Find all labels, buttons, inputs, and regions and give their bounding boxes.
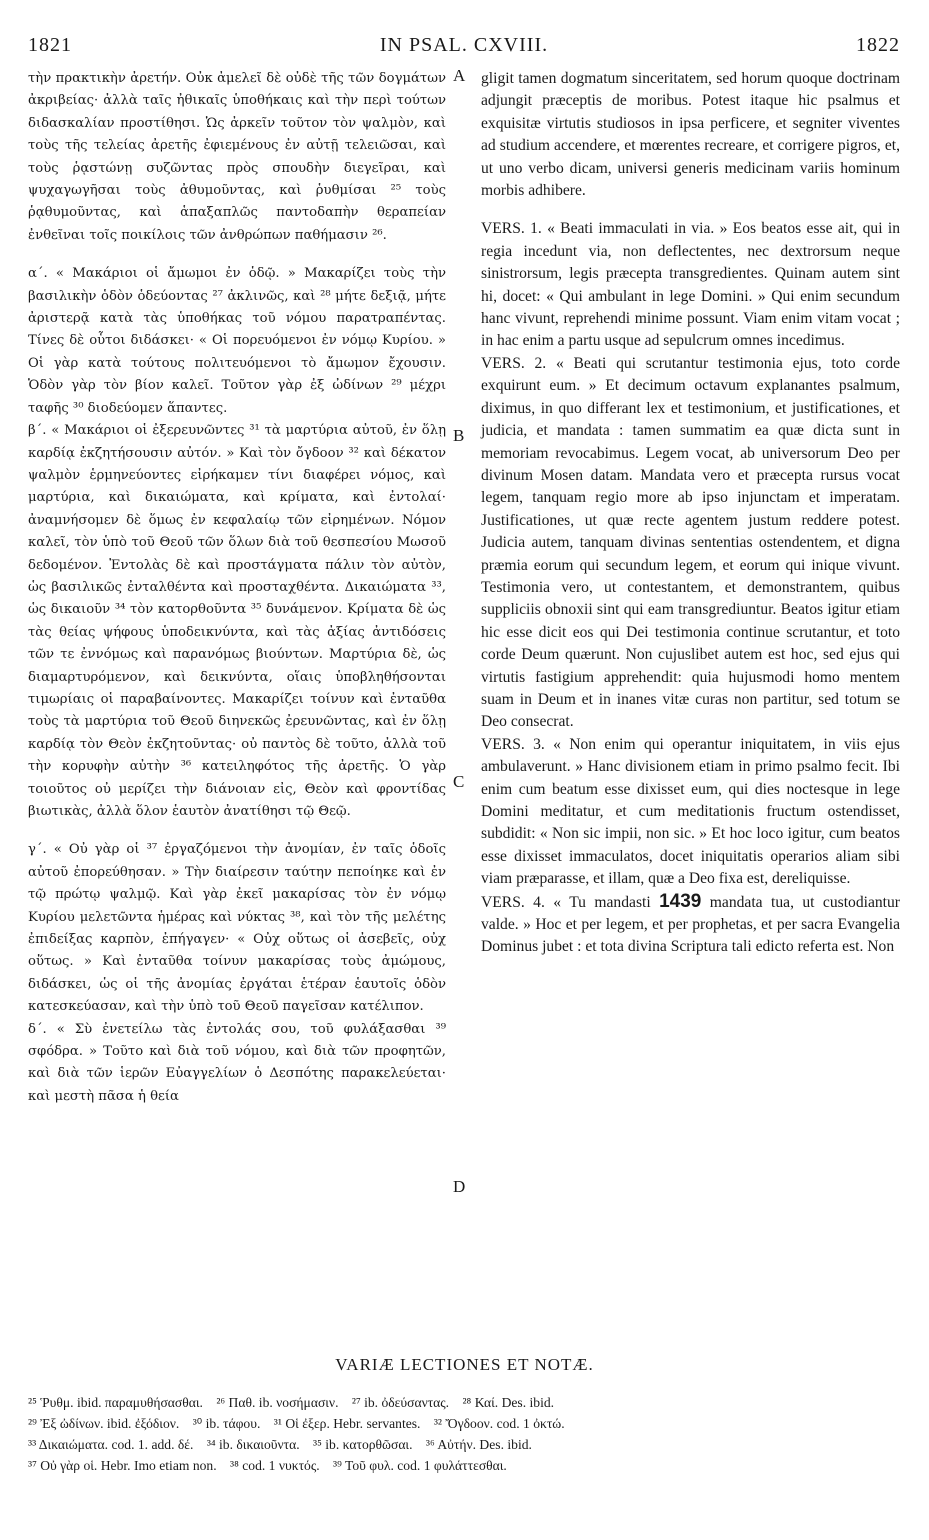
marker-b: B <box>453 426 465 445</box>
footnote: ³⁷ Οὐ γὰρ οἱ. Hebr. Imo etiam non. <box>28 1458 217 1473</box>
footnote: ³³ Δικαιώματα. cod. 1. add. δέ. <box>28 1437 194 1452</box>
greek-paragraph: α΄. « Μακάριοι οἱ ἄμωμοι ἐν ὁδῷ. » Μακαρίζει τοὺς τὴν βασιλικὴν ὁδὸν ὁδεύοντας ²⁷ ἀκλινῶς, καὶ ²⁸ μήτε δεξιᾷ, μήτε ἀριστερᾷ κατὰ τὰς ὑποθήκας τοῦ νόμου παρατραπέντας. Τίνες δὲ οὗτοι διδάσκει· « Οἱ πορευόμενοι ἐν νόμῳ Κυρίου. » Οἱ γὰρ κατὰ τούτους πολιτευόμενοι τὸ ἄμωμον ἔχουσιν. Ὁδὸν γὰρ τὸν βίον καλεῖ. Τοῦτον γὰρ ἐξ ὠδίνων ²⁹ μέχρι ταφῆς ³⁰ διοδεύομεν ἅπαντες. <box>28 266 446 416</box>
footnote: ²⁶ Παθ. ib. νοσήμασιν. <box>216 1395 339 1410</box>
footnote: ²⁵ Ῥυθμ. ibid. παραμυθήσασθαι. <box>28 1395 203 1410</box>
marker-a: A <box>453 66 466 85</box>
footnote: ³⁰ ib. τάφου. <box>192 1416 261 1431</box>
page-number-left: 1821 <box>28 34 72 56</box>
running-title: IN PSAL. CXVIII. <box>379 34 549 56</box>
footnotes <box>28 1392 900 1476</box>
column-number: 1439 <box>659 890 702 912</box>
footnote: ²⁷ ib. ὀδεύσαντας. <box>351 1395 450 1410</box>
latin-paragraph: gligit tamen dogmatum sinceritatem, sed horum quoque doctrinam adjungit præceptis de moribus. Potest itaque hic psalmus et exquisitæ virtutis studiosos in ipsa perficere, et segniter viventes ad studium accendere, et mœrentes recreare, et corrigere pigros, et, ut uno verbo dicam, universi generis medicinam variis hominum morbis adhibere. <box>481 70 900 200</box>
latin-paragraph: VERS. 4. « Tu mandasti 1439 mandata tua, ut custodiantur valde. » Hoc et per legem, et per prophetas, et per sacra Evangelia Dominus jubet : et tota divina Scriptura tali edicto referta est. Non <box>481 890 900 956</box>
latin-column <box>481 68 900 959</box>
page-number-right: 1822 <box>856 34 900 56</box>
greek-paragraph: τὴν πρακτικὴν ἀρετήν. Οὐκ ἀμελεῖ δὲ οὐδὲ τῆς τῶν δογμάτων ἀκριβείας· ἀλλὰ ταῖς ἠθικαῖς ὑποθήκαις καὶ τὴν περὶ τούτων διδασκαλίαν προστίθησι. Ὡς ἀρκεῖν τοῦτον τὸν ψαλμὸν, καὶ τοὺς τῆς τελείας ἀρετῆς ἐφιεμένους ἐν αὐτῇ τελειῶσαι, καὶ τοὺς ῥᾳστώνῃ συζῶντας πρὸς σπουδὴν διεγεῖραι, καὶ ψυχαγωγῆσαι τοὺς ἀθυμοῦντας, καὶ ῥυθμίσαι ²⁵ τοὺς ῥᾳθυμοῦντας, καὶ ἁπαξαπλῶς παντοδαπὴν θεραπείαν ἐνθεῖναι τοῖς ποικίλοις τῶν ἀνθρώπων παθήμασιν ²⁶. <box>28 71 446 243</box>
footnote: ³⁵ ib. κατορθῶσαι. <box>313 1437 413 1452</box>
greek-paragraph: γ΄. « Οὐ γὰρ οἱ ³⁷ ἐργαζόμενοι τὴν ἀνομίαν, ἐν ταῖς ὁδοῖς αὐτοῦ ἐπορεύθησαν. » Τὴν διαίρεσιν ταύτην πεποίηκε καὶ ἐν τῷ πρώτῳ ψαλμῷ. Καὶ γὰρ ἐκεῖ μακαρίσας τὸν ἐν νόμῳ Κυρίου μελετῶντα ἡμέρας καὶ νύκτας ³⁸, καὶ τὸν τῆς μελέτης ἐπιδείξας καρπὸν, ἐπήγαγεν· « Οὐχ οὕτως οἱ ἀσεβεῖς, οὐχ οὕτως. » Καὶ ἐνταῦθα τοίνυν μακαρίσας τοὺς ἀμώμους, διδάσκει, ὡς οἱ τῆς ἀνομίας ἐργάται ἑτέραν ἑαυτοῖς ὁδὸν κατεσκεύασαν, καὶ τὴν ὑπὸ τοῦ Θεοῦ παγεῖσαν κατέλιπον. <box>28 842 446 1015</box>
greek-paragraph: β΄. « Μακάριοι οἱ ἐξερευνῶντες ³¹ τὰ μαρτύρια αὐτοῦ, ἐν ὅλῃ καρδίᾳ ἐκζητήσουσιν αὐτόν. » Καὶ τὸν ὄγδοον ³² καὶ δέκατον ψαλμὸν ἑρμηνεύοντες εἰρήκαμεν τίνι διαφέρει νόμος, καὶ μαρτύρια, καὶ δικαιώματα, καὶ κρίματα, καὶ ἐντολαί· ἀναμνήσομεν δὲ ὅμως ἐν κεφαλαίῳ τῶν εἰρημένων. Νόμον καλεῖ, τὸν ὑπὸ τοῦ Θεοῦ τῶν ὅλων διὰ τοῦ θεσπεσίου Μωσοῦ δεδομένον. Ἐντολὰς δὲ καὶ προστάγματα πάλιν τὸν αὐτὸν, ὡς βασιλικῶς ἐνταλθέντα καὶ προσταχθέντα. Δικαιώματα ³³, ὡς δικαιοῦν ³⁴ τὸν κατορθοῦντα ³⁵ δυνάμενον. Κρίματα δὲ ὡς τὰς θείας ψήφους ὑποδεικνύντα, καὶ τὰς ἀξίας ἀντιδόσεις τῶν τε ἐννόμως καὶ παρανόμως βιούντων. Μαρτύρια δὲ, ὡς διαμαρτυρόμενον, καὶ δεικνύντα, οἵαις ὑποβληθήσονται τιμωρίαις οἱ παραβαίνοντες. Μακαρίζει τοίνυν καὶ ἐνταῦθα τοὺς τὰ μαρτύρια τοῦ Θεοῦ διηνεκῶς ἐρευνῶντας, καὶ ἐν ὅλῃ καρδίᾳ τὸν Θεὸν ἐκζητοῦντας· οὐ παντὸς δὲ τοῦτο, ἀλλὰ τοῦ τὴν κορυφὴν αὐτὴν ³⁶ κατειληφότος τῆς ἀρετῆς. Ὁ γὰρ τοιοῦτος οὐ μερίζει τὴν διάνοιαν εἰς, Θεὸν καὶ φροντίδας βιωτικὰς, ἀλλὰ ὅλον ἑαυτὸν ἀνατίθησι τῷ Θεῷ. <box>28 423 446 819</box>
footnote: ²⁸ Καί. Des. ibid. <box>462 1395 555 1410</box>
footnote: ³⁴ ib. δικαιοῦντα. <box>206 1437 300 1452</box>
latin-paragraph: VERS. 1. « Beati immaculati in via. » Eos beatos esse ait, qui in regia incedunt via, non deflectentes, nec dextrorsum neque sinistrorsum, legis præcepta transgredientes. Quinam autem sint hi, docet: « Qui ambulant in lege Domini. » Qui enim secundum hanc vivunt, reprehendi minime possunt. Viam enim vitam vocat ; in hac enim a partu usque ad sepulcrum omnes incedimus. <box>481 220 900 350</box>
footnote: ³⁸ cod. 1 νυκτός. <box>230 1458 320 1473</box>
latin-paragraph: VERS. 3. « Non enim qui operantur iniquitatem, in viis ejus ambulaverunt. » Hanc divisionem etiam in primo psalmo fecit. Ibi enim cum beatum esse dixisset eum, qui dies noctesque in lege Domini meditatur, et cum meditationis fructum ostendisset, subdidit: « Non sic impii, non sic. » Et hoc loco igitur, cum beatos esse dixisset immaculatos, docet iniquitatis operarios aliam sibi viam præparasse, et illam, quæ a Deo fixa est, dereliquisse. <box>481 735 900 888</box>
footnote: ³⁹ Τοῦ φυλ. cod. 1 φυλάττεσθαι. <box>333 1458 507 1473</box>
footnote: ³⁶ Αὐτήν. Des. ibid. <box>425 1437 532 1452</box>
marker-c: C <box>453 772 465 791</box>
section-markers <box>449 0 479 1300</box>
notes-title: VARIÆ LECTIONES ET NOTÆ. <box>335 1355 594 1374</box>
marker-d: D <box>453 1177 466 1196</box>
latin-paragraph: VERS. 2. « Beati qui scrutantur testimonia ejus, toto corde exquirunt eum. » Et decimum octavum explanantes psalmum, diximus, in quo differant lex et testimonium, et justificationes, et judicia, et mandata : tamen summatim ea quæ dicta sunt in memoriam revocabimus. Legem vocat, ab universorum Deo per divinum Mosen datam. Mandata vero et præcepta rursus vocat legem, tanquam regio more ab ipso injunctam et imperatam. Justificationes, ut quæ recte agentem justum reddere potest. Judicia autem, tanquam divinas sententias ostendentem, et digna præmia eorum qui secundum legem, et eorum qui inique vivunt. Testimonia vero, ut contestantem, et demonstrantem, quibus suppliciis obnoxii sint qui eam transgrediuntur. Beatos igitur etiam hic esse dicit eos qui Dei testimonia continue scrutantur, et toto corde Deum quærunt. Non cujuslibet autem est hoc, sed ejus qui virtutis fastigium apprehendit: quia hujusmodi homo mentem suam in Deum et in inanes vitæ curas non partitur, sed totum se Deo consecrat. <box>481 354 900 731</box>
footnote: ³² Ὄγδοον. cod. 1 ὀκτώ. <box>433 1416 565 1431</box>
footnote: ²⁹ Ἐξ ὠδίνων. ibid. ἐξόδιον. <box>28 1416 180 1431</box>
footnote: ³¹ Οἱ ἐξερ. Hebr. servantes. <box>273 1416 421 1431</box>
greek-column <box>28 68 446 1108</box>
greek-paragraph: δ΄. « Σὺ ἐνετείλω τὰς ἐντολάς σου, τοῦ φυλάξασθαι ³⁹ σφόδρα. » Τοῦτο καὶ διὰ τοῦ νόμου, καὶ διὰ τῶν προφητῶν, καὶ διὰ τῶν ἱερῶν Εὐαγγελίων ὁ Δεσπότης παρακελεύεται· καὶ μεστὴ πᾶσα ἡ θεία <box>28 1021 446 1104</box>
